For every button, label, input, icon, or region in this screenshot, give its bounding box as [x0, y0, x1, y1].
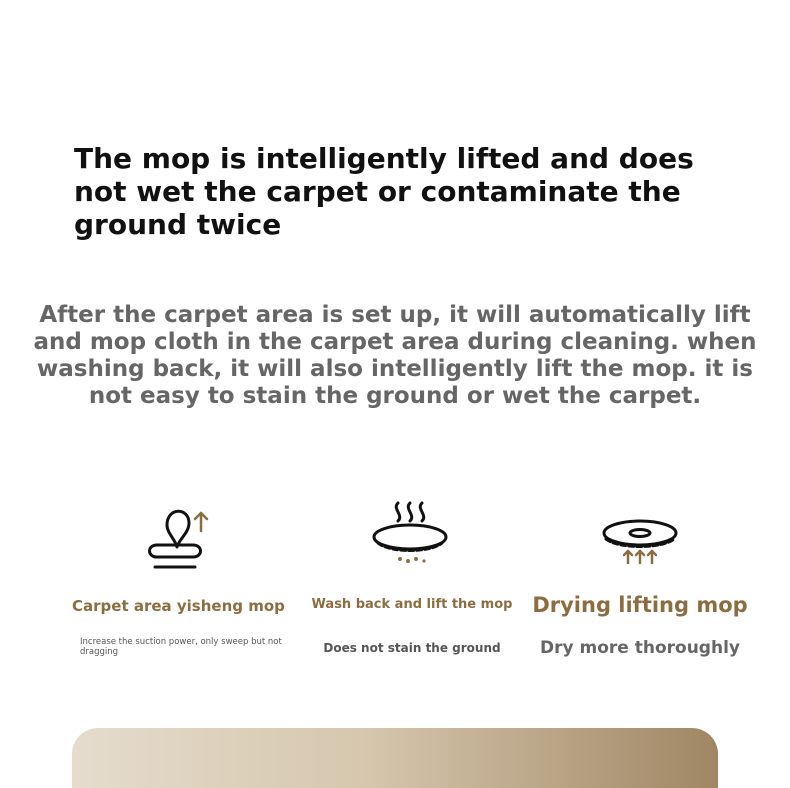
feature-description: Increase the suction power, only sweep but not dragging — [80, 637, 282, 657]
intro-paragraph: After the carpet area is set up, it will automatically lift and mop cloth in the carpet area during cleaning. when washing back, it will also intelligently lift the mop. it is not easy to stain the ground or wet the carpet. — [33, 302, 757, 409]
feature-title: Carpet area yisheng mop — [72, 597, 285, 615]
drying-lift-icon — [600, 495, 680, 575]
feature-title: Wash back and lift the mop — [311, 597, 513, 612]
carpet-lift-icon — [137, 495, 217, 575]
bottom-product-banner — [72, 728, 718, 788]
feature-description: Does not stain the ground — [323, 641, 501, 655]
headline: The mop is intelligently lifted and does not wet the carpet or contaminate the ground twice — [74, 142, 694, 241]
feature-title: Drying lifting mop — [532, 593, 748, 617]
wash-back-lift-icon — [370, 495, 450, 575]
feature-description: Dry more thoroughly — [540, 638, 740, 658]
